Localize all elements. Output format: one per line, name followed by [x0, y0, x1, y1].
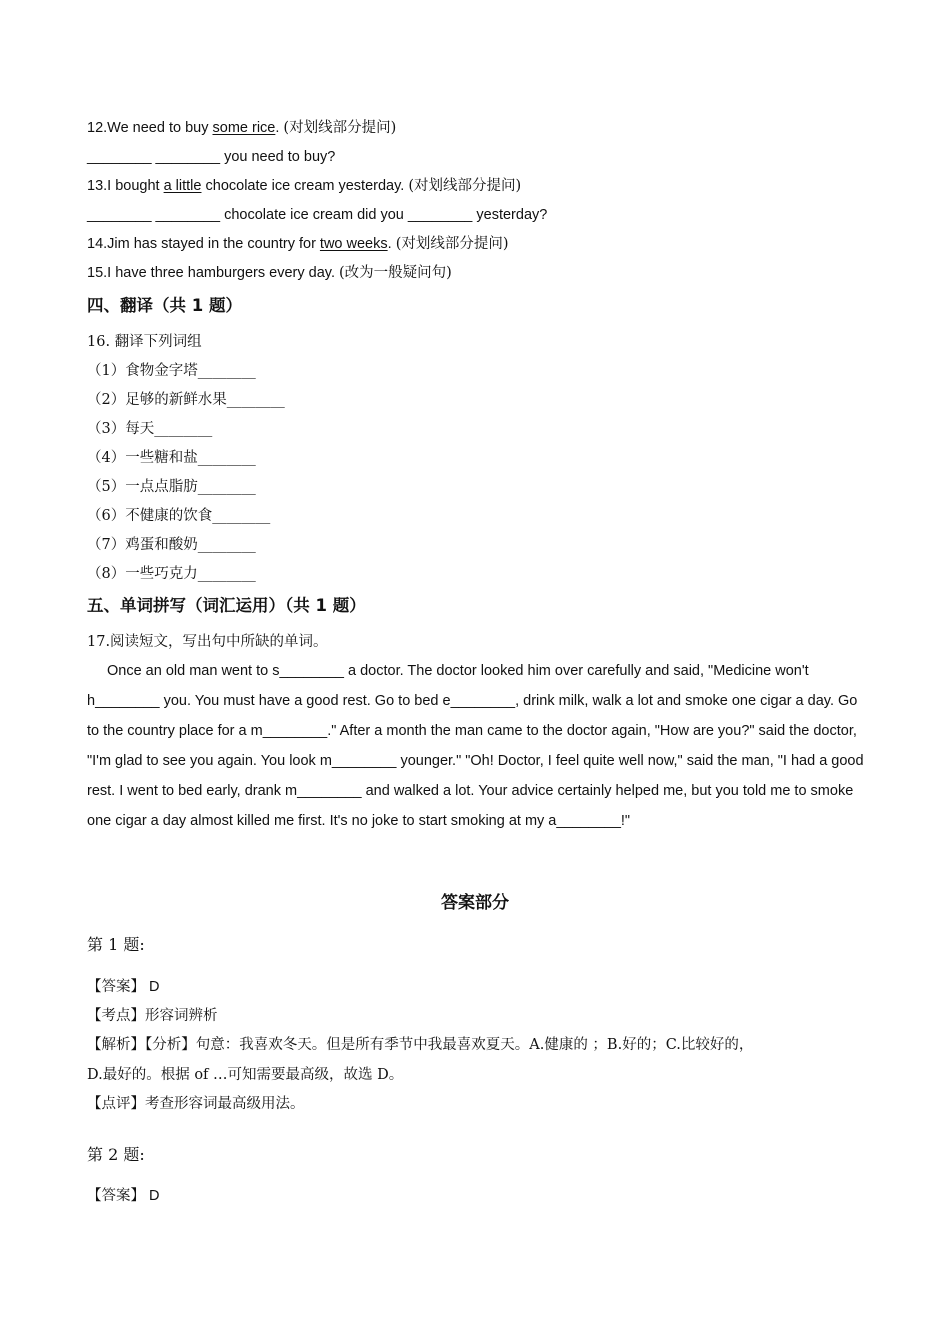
question-12 [87, 118, 396, 138]
q12-text: 12.We need to buy [87, 120, 213, 136]
translation-item: （8）一些巧克力________ [87, 566, 256, 582]
answer-2-label: 第 2 题: [87, 1145, 145, 1164]
answer-value: D [145, 979, 160, 995]
q13-underlined: a little [163, 178, 202, 194]
q12-note: (对划线部分提问) [283, 120, 397, 136]
answer-value: D [145, 1188, 160, 1204]
answer-tag: 【答案】 [87, 1188, 145, 1204]
answer-1-comment [87, 1094, 305, 1114]
translation-item: （3）每天________ [87, 421, 213, 437]
point-value: 形容词辨析 [145, 1008, 218, 1024]
section-5-heading: 五、单词拼写（词汇运用）（共 1 题） [87, 596, 366, 615]
question-14 [87, 234, 509, 254]
section-4-heading: 四、翻译（共 1 题） [87, 296, 242, 315]
analysis-line-1: 句意：我喜欢冬天。但是所有季节中我最喜欢夏天。A.健康的 ；B.好的；C.比较好的， [195, 1037, 754, 1053]
answer-1-label: 第 1 题: [87, 935, 145, 954]
comment-tag: 【点评】 [87, 1096, 145, 1112]
question-17-passage: Once an old man went to s________ a doctor. The doctor looked him over carefully and said, "Medicine won't h________ you. You must have a good rest. Go to bed e________, drink milk, walk a lot and smoke one cigar a day. Go to the country place for a m________." After a month the man came to the doctor again, "How are you?" said the doctor, "I'm glad to see you again. You look m________ younger." "Oh! Doctor, I feel quite well now," said the man, "I had a good rest. I went to bed early, drank m________ and walked a lot. Your advice certainly helped me, but you told me to smoke one cigar a day almost killed me first. It's no joke to start smoking at my a________!" [87, 663, 864, 829]
q13-answer-line: ________ ________ chocolate ice cream did you ________ yesterday? [87, 207, 548, 223]
translation-item: （5）一点点脂肪________ [87, 479, 256, 495]
q13-text: 13.I bought [87, 178, 164, 194]
q14-period: . [387, 236, 396, 252]
answers-title: 答案部分 [441, 893, 509, 913]
q14-underlined: two weeks [319, 236, 388, 252]
comment-value: 考查形容词最高级用法。 [145, 1096, 305, 1112]
translation-item: （7）鸡蛋和酸奶________ [87, 537, 256, 553]
question-17-title: 17.阅读短文，写出句中所缺的单词。 [87, 634, 328, 650]
translation-item: （1）食物金字塔________ [87, 363, 256, 379]
q12-period: . [275, 120, 284, 136]
point-tag: 【考点】 [87, 1008, 145, 1024]
q12-underlined: some rice [212, 120, 276, 136]
q13-rest: chocolate ice cream yesterday. [201, 178, 409, 194]
answer-tag: 【答案】 [87, 979, 145, 995]
q12-answer-line: ________ ________ you need to buy? [87, 149, 336, 165]
q15-note: (改为一般疑问句) [339, 265, 452, 281]
translation-item: （2）足够的新鲜水果________ [87, 392, 285, 408]
q14-note: (对划线部分提问) [395, 236, 509, 252]
question-13 [87, 176, 521, 196]
q15-text: 15.I have three hamburgers every day. [87, 265, 340, 281]
answer-1-point [87, 1006, 218, 1026]
question-15 [87, 263, 452, 283]
answer-2-answer [87, 1186, 160, 1206]
answer-1-analysis-cont: D.最好的。根据 of …可知需要最高级，故选 D。 [87, 1067, 404, 1083]
q14-text: 14.Jim has stayed in the country for [87, 236, 320, 252]
translation-item: （4）一些糖和盐________ [87, 450, 256, 466]
answer-1-analysis [87, 1035, 753, 1055]
question-16-title: 16. 翻译下列词组 [87, 334, 202, 350]
analysis-tag: 【解析】【分析】 [87, 1037, 196, 1053]
q13-note: (对划线部分提问) [408, 178, 522, 194]
answer-1-answer [87, 977, 160, 997]
translation-item: （6）不健康的饮食________ [87, 508, 271, 524]
